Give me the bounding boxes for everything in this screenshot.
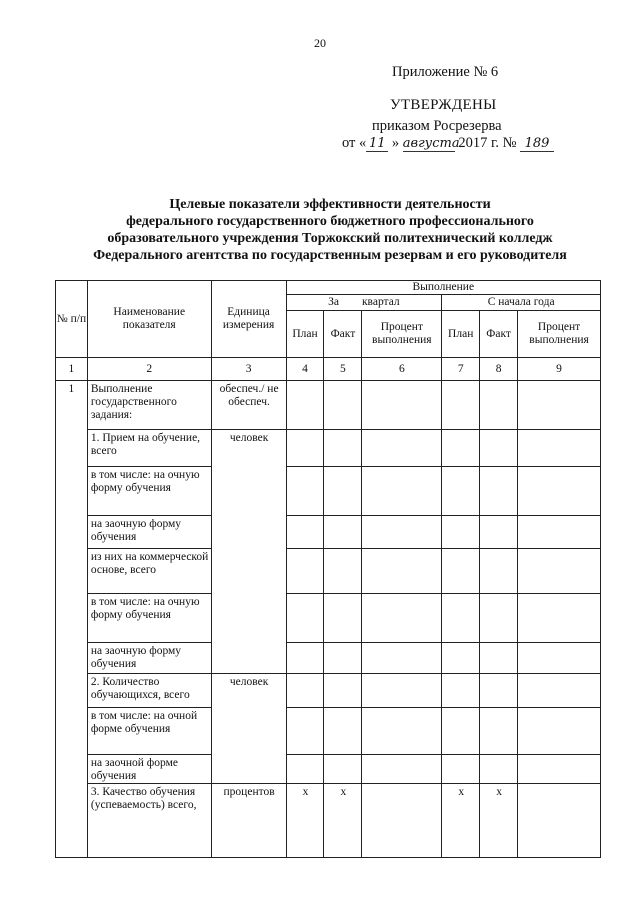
table-row <box>87 708 211 755</box>
order-date-line <box>342 135 554 152</box>
col-number: 4 <box>286 358 324 381</box>
header-plan: План <box>442 311 480 358</box>
table-row <box>87 381 211 430</box>
col-number: 7 <box>442 358 480 381</box>
indicator-name: из них на коммерческой основе, всего <box>90 551 209 576</box>
table-row <box>87 594 211 643</box>
indicator-unit: человек <box>229 676 269 688</box>
x-mark: х <box>442 784 480 858</box>
x-mark: х <box>286 784 324 858</box>
header-plan: План <box>286 311 324 358</box>
header-num: № п/п <box>56 281 88 358</box>
header-name: Наименование показателя <box>87 281 211 358</box>
indicator-unit: процентов <box>223 786 275 798</box>
table-row <box>211 381 286 430</box>
table-row <box>211 430 286 674</box>
date-month: августа <box>402 136 460 151</box>
date-separator: » <box>391 135 400 151</box>
title-line-4: Федерального агентства по государственным резервам и его руководителя <box>93 248 567 263</box>
header-execution: Выполнение <box>286 281 600 295</box>
table-row <box>87 467 211 516</box>
header-unit: Единица измерения <box>211 281 286 358</box>
page-number: 20 <box>314 36 326 50</box>
indicator-name: в том числе: на очную форму обучения <box>90 596 200 621</box>
table-row <box>211 674 286 784</box>
col-number: 8 <box>480 358 518 381</box>
indicator-name: в том числе: на очную форму обучения <box>90 469 200 494</box>
x-mark: х <box>324 784 362 858</box>
appendix-label: Приложение № 6 <box>392 64 499 80</box>
indicator-name: 2. Количество обучающихся, всего <box>90 676 190 701</box>
title-line-2: федерального государственного бюджетного профессионального <box>126 214 534 229</box>
header-quarter: За квартал <box>286 295 442 311</box>
order-label: приказом Росрезерва <box>372 118 502 134</box>
col-number: 9 <box>518 358 601 381</box>
date-year: 2017 г. № <box>458 135 517 151</box>
date-prefix: от « <box>342 135 367 151</box>
indicator-name: на заочную форму обучения <box>90 645 182 670</box>
col-number: 3 <box>211 358 286 381</box>
indicator-name: на заочной форме обучения <box>90 757 178 782</box>
col-number: 1 <box>56 358 88 381</box>
table-row <box>87 674 211 708</box>
approved-label: УТВЕРЖДЕНЫ <box>390 97 497 113</box>
col-number: 5 <box>324 358 362 381</box>
indicator-name: в том числе: на очной форме обучения <box>90 710 198 735</box>
table-row <box>87 430 211 467</box>
header-fact: Факт <box>480 311 518 358</box>
col-number: 6 <box>362 358 442 381</box>
date-day: 11 <box>366 136 388 152</box>
indicator-name: Выполнение государственного задания: <box>90 383 177 421</box>
table-row <box>87 784 211 858</box>
x-mark: х <box>480 784 518 858</box>
indicator-unit: человек <box>229 432 269 444</box>
header-since-year: С начала года <box>442 295 601 311</box>
title-line-3: образовательного учреждения Торжокский политехнический колледж <box>107 231 553 246</box>
title-line-1: Целевые показатели эффективности деятельности <box>169 197 491 212</box>
table-row <box>211 784 286 858</box>
table-row <box>87 643 211 674</box>
table-row <box>87 755 211 784</box>
indicator-name: на заочную форму обучения <box>90 518 182 543</box>
col-number: 2 <box>87 358 211 381</box>
indicator-name: 3. Качество обучения (успеваемость) всего, <box>90 786 197 811</box>
indicator-unit: обеспеч./ не обеспеч. <box>219 383 279 408</box>
indicator-name: 1. Прием на обучение, всего <box>90 432 201 457</box>
row-number: 1 <box>56 381 88 858</box>
order-number: 189 <box>520 136 554 152</box>
header-fact: Факт <box>324 311 362 358</box>
table-row <box>87 516 211 549</box>
header-percent: Процент выполнения <box>518 311 601 358</box>
table-row <box>87 549 211 594</box>
header-percent: Процент выполнения <box>362 311 442 358</box>
indicators-table <box>55 280 601 858</box>
